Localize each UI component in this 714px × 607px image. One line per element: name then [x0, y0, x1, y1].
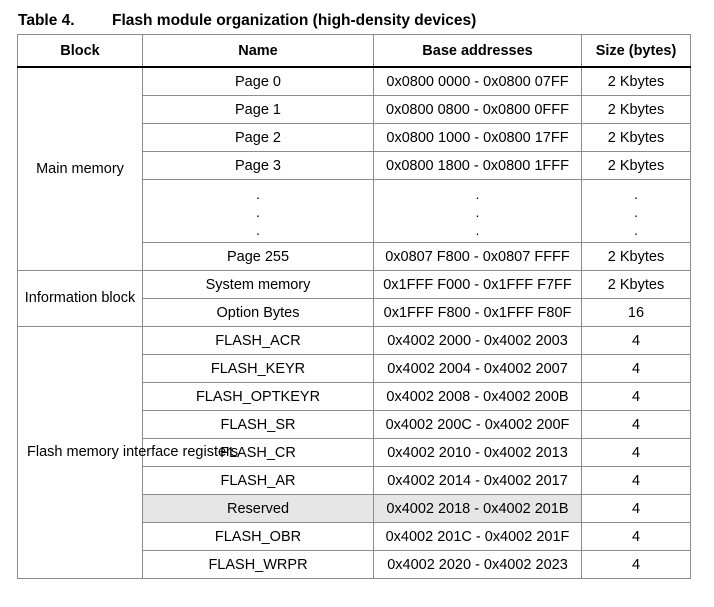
row-address: 0x4002 2014 - 0x4002 2017 — [374, 467, 582, 495]
table-row — [18, 271, 691, 299]
row-size: 2 Kbytes — [582, 243, 691, 271]
row-name: FLASH_ACR — [143, 327, 374, 355]
row-size: 4 — [582, 467, 691, 495]
row-address: 0x4002 2004 - 0x4002 2007 — [374, 355, 582, 383]
row-address: 0x0800 1800 - 0x0800 1FFF — [374, 152, 582, 180]
row-size: 2 Kbytes — [582, 124, 691, 152]
header-base-addresses: Base addresses — [374, 35, 582, 68]
row-name: Page 3 — [143, 152, 374, 180]
table-title: Flash module organization (high-density devices) — [112, 12, 477, 29]
row-name: FLASH_CR — [143, 439, 374, 467]
dot: . — [634, 222, 638, 238]
row-size: 4 — [582, 439, 691, 467]
ellipsis-size — [582, 180, 691, 243]
row-name: Option Bytes — [143, 299, 374, 327]
row-address: 0x4002 2018 - 0x4002 201B — [374, 495, 582, 523]
row-name: FLASH_AR — [143, 467, 374, 495]
row-name: FLASH_KEYR — [143, 355, 374, 383]
row-size: 16 — [582, 299, 691, 327]
header-name: Name — [143, 35, 374, 68]
table-caption — [18, 10, 708, 32]
row-address: 0x0800 0000 - 0x0800 07FF — [374, 67, 582, 96]
row-name: Page 1 — [143, 96, 374, 124]
row-size: 2 Kbytes — [582, 152, 691, 180]
row-address: 0x4002 2010 - 0x4002 2013 — [374, 439, 582, 467]
dot: . — [634, 186, 638, 202]
row-name: FLASH_OPTKEYR — [143, 383, 374, 411]
row-size: 4 — [582, 411, 691, 439]
row-address: 0x0800 1000 - 0x0800 17FF — [374, 124, 582, 152]
row-address: 0x4002 2020 - 0x4002 2023 — [374, 551, 582, 579]
header-block: Block — [18, 35, 143, 68]
group-main-memory: Main memory — [18, 67, 143, 271]
row-address: 0x4002 2008 - 0x4002 200B — [374, 383, 582, 411]
table-row — [18, 327, 691, 355]
row-name: System memory — [143, 271, 374, 299]
table-row — [18, 67, 691, 96]
dot: . — [256, 186, 260, 202]
dot: . — [256, 222, 260, 238]
row-size: 2 Kbytes — [582, 96, 691, 124]
row-size: 2 Kbytes — [582, 67, 691, 96]
row-size: 4 — [582, 327, 691, 355]
flash-organization-table — [17, 34, 691, 579]
row-size: 4 — [582, 523, 691, 551]
row-name: Reserved — [143, 495, 374, 523]
row-address: 0x4002 201C - 0x4002 201F — [374, 523, 582, 551]
dot: . — [256, 204, 260, 220]
dot: . — [475, 186, 480, 202]
dot: . — [634, 204, 638, 220]
row-name: Page 0 — [143, 67, 374, 96]
row-name: Page 255 — [143, 243, 374, 271]
group-regs-label: Flash memory interface registers — [27, 444, 239, 460]
row-size: 2 Kbytes — [582, 271, 691, 299]
row-size: 4 — [582, 383, 691, 411]
ellipsis-address — [374, 180, 582, 243]
table-number: Table 4. — [18, 12, 75, 29]
header-row — [18, 35, 691, 68]
row-name: FLASH_WRPR — [143, 551, 374, 579]
row-address: 0x4002 2000 - 0x4002 2003 — [374, 327, 582, 355]
row-address: 0x0800 0800 - 0x0800 0FFF — [374, 96, 582, 124]
ellipsis-name — [143, 180, 374, 243]
row-name: FLASH_OBR — [143, 523, 374, 551]
group-information-block: Information block — [18, 271, 143, 327]
row-name: FLASH_SR — [143, 411, 374, 439]
dot: . — [475, 222, 480, 238]
row-size: 4 — [582, 355, 691, 383]
row-size: 4 — [582, 551, 691, 579]
dot: . — [475, 204, 480, 220]
row-size: 4 — [582, 495, 691, 523]
row-address: 0x4002 200C - 0x4002 200F — [374, 411, 582, 439]
row-name: Page 2 — [143, 124, 374, 152]
row-address: 0x1FFF F000 - 0x1FFF F7FF — [374, 271, 582, 299]
row-address: 0x1FFF F800 - 0x1FFF F80F — [374, 299, 582, 327]
group-flash-interface-registers — [18, 327, 239, 579]
header-size: Size (bytes) — [582, 35, 691, 68]
row-address: 0x0807 F800 - 0x0807 FFFF — [374, 243, 582, 271]
